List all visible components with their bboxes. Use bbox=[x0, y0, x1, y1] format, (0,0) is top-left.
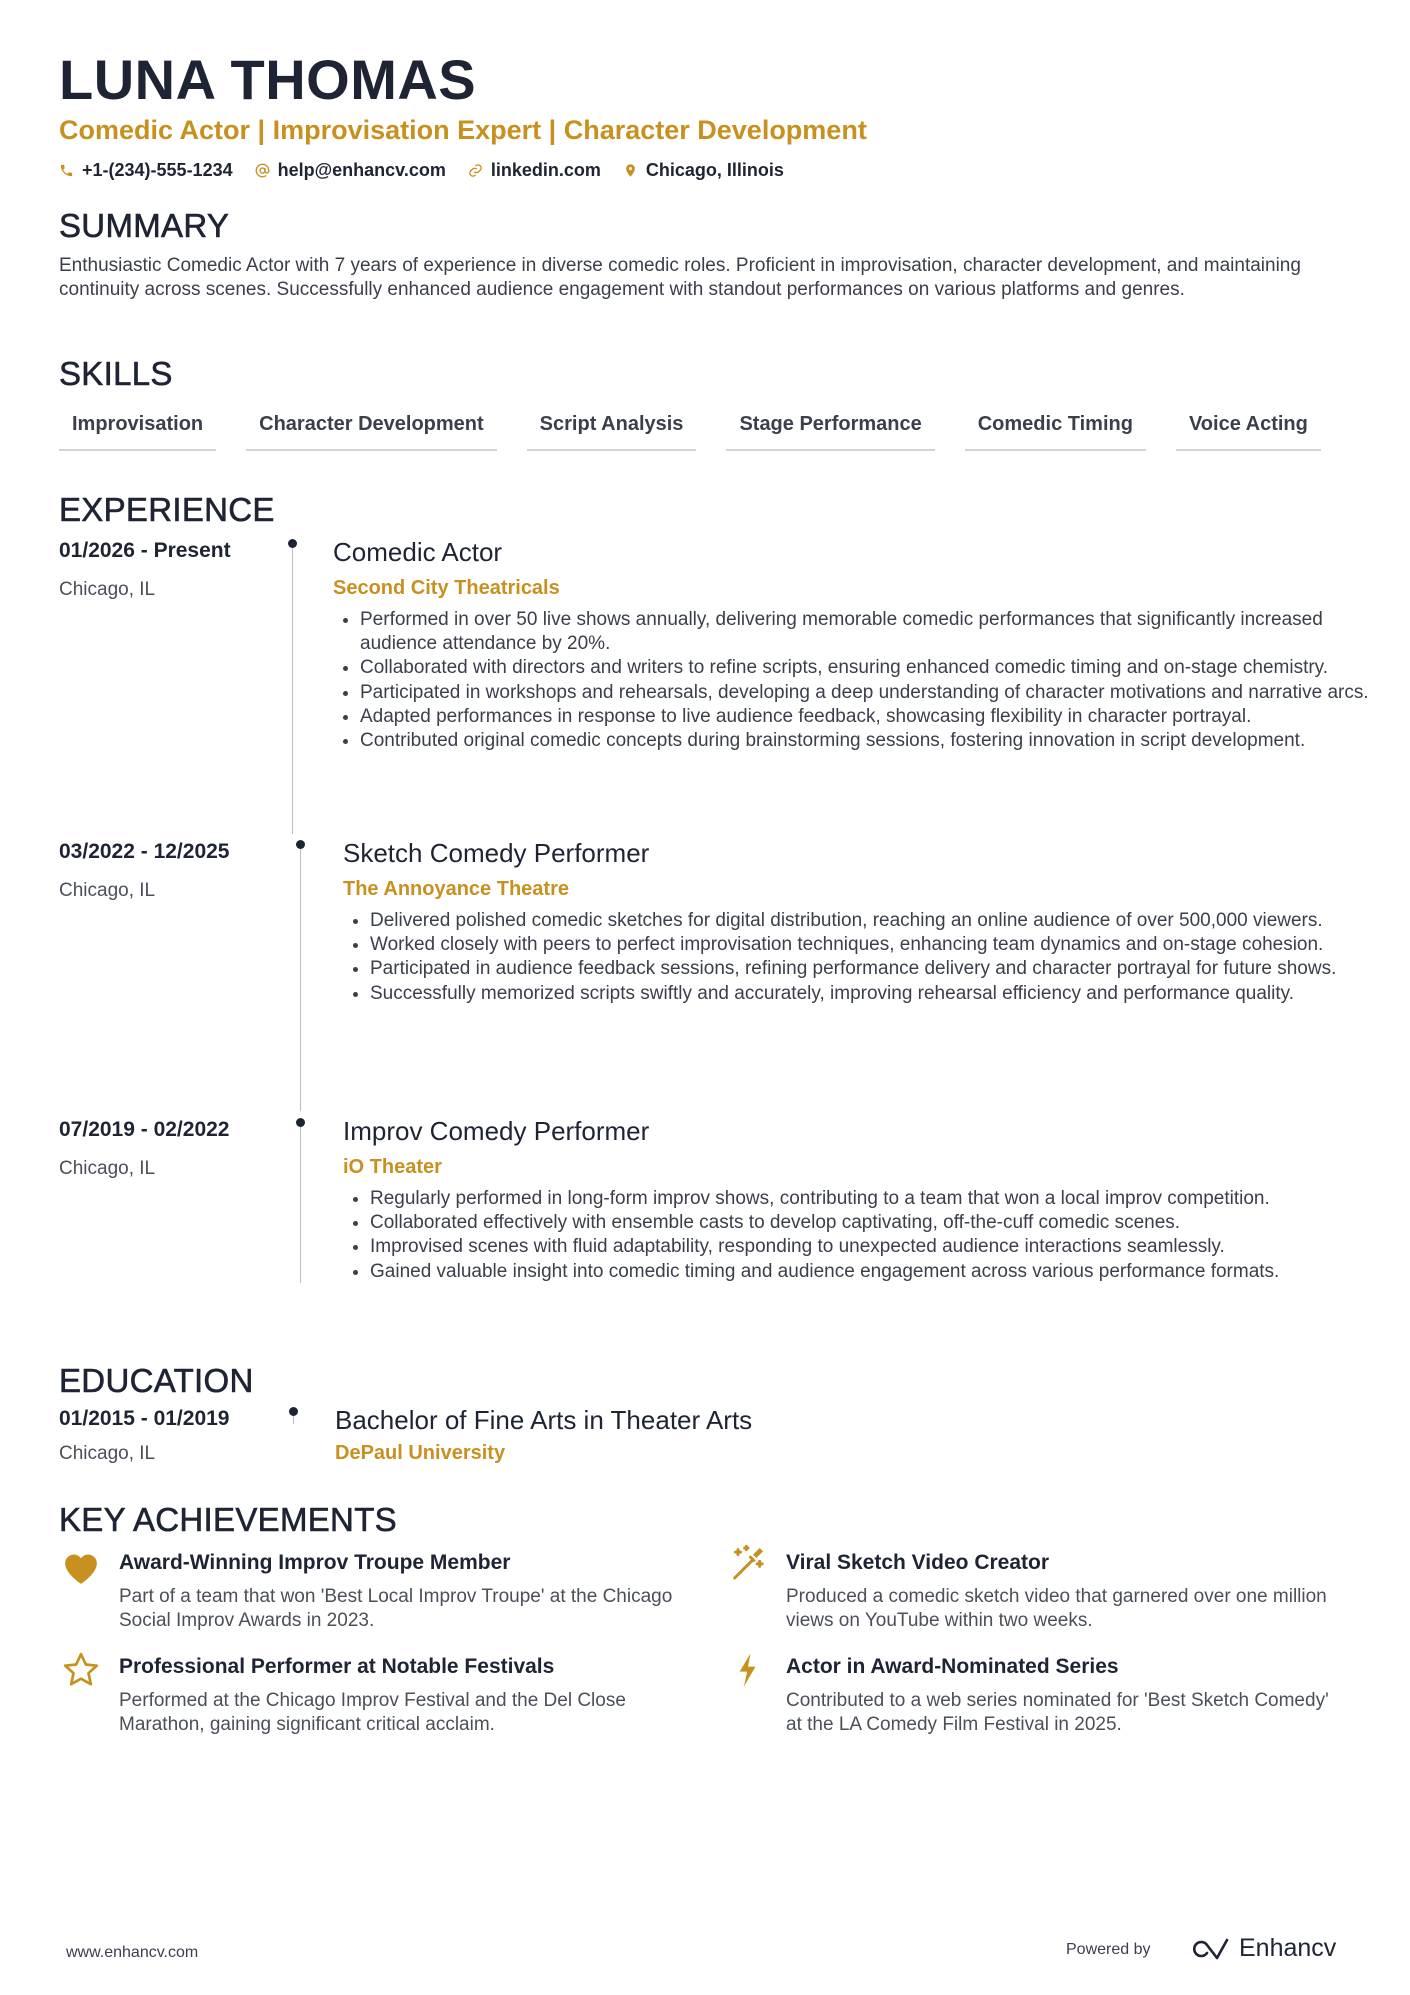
job-bullet: • Improvised scenes with fluid adaptability, responding to unexpected audience interactions seamlessly. bbox=[370, 1235, 1380, 1259]
education-dates: 01/2015 - 01/2019 bbox=[59, 1407, 230, 1430]
job-role: Improv Comedy Performer bbox=[343, 1116, 650, 1146]
achievement-title: Professional Performer at Notable Festivals bbox=[119, 1655, 555, 1678]
contact-email-text: help@enhancv.com bbox=[277, 160, 446, 180]
job-bullet: • Collaborated effectively with ensemble casts to develop captivating, off-the-cuff comedic scenes. bbox=[370, 1211, 1380, 1235]
job-bullet: • Participated in workshops and rehearsals, developing a deep understanding of character motivations and narrative arcs. bbox=[360, 681, 1380, 705]
skill-tag: Comedic Timing bbox=[965, 410, 1146, 451]
achievement-description: Produced a comedic sketch video that garnered over one million views on YouTube within two weeks. bbox=[786, 1586, 1327, 1631]
job-bullet: • Participated in audience feedback sessions, refining performance delivery and character portrayal for future shows. bbox=[370, 957, 1380, 981]
job-bullet: • Delivered polished comedic sketches for digital distribution, reaching an online audience of over 500,000 viewers. bbox=[370, 909, 1380, 933]
job-role: Sketch Comedy Performer bbox=[343, 838, 650, 868]
contact-email[interactable] bbox=[255, 160, 446, 181]
job-bullets bbox=[348, 1187, 1380, 1284]
job-dates: 01/2026 - Present bbox=[59, 539, 231, 562]
footer-powered-by: Powered by bbox=[1066, 1941, 1151, 1958]
job-location: Chicago, IL bbox=[59, 1158, 156, 1179]
job-bullet: • Collaborated with directors and writers to refine scripts, ensuring enhanced comedic timing and on-stage chemistry. bbox=[360, 656, 1380, 680]
education-degree: Bachelor of Fine Arts in Theater Arts bbox=[335, 1405, 753, 1435]
achievement-title: Actor in Award-Nominated Series bbox=[786, 1655, 1119, 1678]
job-bullets bbox=[348, 909, 1380, 1006]
skill-tag: Script Analysis bbox=[527, 410, 697, 451]
contact-phone-text: +1-(234)-555-1234 bbox=[82, 160, 233, 180]
timeline-dot bbox=[288, 539, 297, 548]
job-dates: 07/2019 - 02/2022 bbox=[59, 1118, 230, 1141]
footer-url[interactable]: www.enhancv.com bbox=[66, 1944, 199, 1961]
job-company: The Annoyance Theatre bbox=[343, 878, 569, 900]
job-company: Second City Theatricals bbox=[333, 577, 560, 599]
contact-phone[interactable] bbox=[59, 160, 233, 181]
skill-tag: Stage Performance bbox=[726, 410, 934, 451]
job-bullet: • Successfully memorized scripts swiftly and accurately, improving rehearsal efficiency and performance quality. bbox=[370, 982, 1380, 1006]
education-section-title: EDUCATION bbox=[59, 1362, 254, 1399]
skill-tag: Improvisation bbox=[59, 410, 216, 451]
candidate-headline: Comedic Actor | Improvisation Expert | Character Development bbox=[59, 115, 867, 145]
timeline-dot bbox=[296, 1118, 305, 1127]
timeline-line bbox=[300, 849, 301, 1111]
timeline-line bbox=[292, 548, 293, 834]
contact-linkedin[interactable] bbox=[468, 160, 601, 181]
job-company: iO Theater bbox=[343, 1156, 442, 1178]
candidate-name: LUNA THOMAS bbox=[59, 48, 477, 111]
job-bullet: • Contributed original comedic concepts during brainstorming sessions, fostering innovation in script development. bbox=[360, 729, 1380, 753]
location-pin-icon bbox=[623, 163, 638, 178]
job-bullets bbox=[338, 608, 1380, 753]
skill-tag: Character Development bbox=[246, 410, 497, 451]
timeline-dot bbox=[289, 1407, 298, 1416]
achievement-description: Part of a team that won 'Best Local Improv Troupe' at the Chicago Social Improv Awards in 2023. bbox=[119, 1586, 673, 1631]
contact-bar bbox=[59, 160, 806, 181]
footer-brand-logo[interactable] bbox=[1187, 1934, 1336, 1963]
achievement-title: Award-Winning Improv Troupe Member bbox=[119, 1551, 511, 1574]
education-location: Chicago, IL bbox=[59, 1443, 156, 1464]
experience-section-title: EXPERIENCE bbox=[59, 491, 275, 528]
job-bullet: • Gained valuable insight into comedic timing and audience engagement across various performance formats. bbox=[370, 1260, 1380, 1284]
heart-icon bbox=[61, 1548, 101, 1588]
job-bullet: • Adapted performances in response to live audience feedback, showcasing flexibility in character portrayal. bbox=[360, 705, 1380, 729]
skill-tag: Voice Acting bbox=[1176, 410, 1321, 451]
timeline-dot bbox=[296, 840, 305, 849]
link-icon bbox=[468, 163, 483, 178]
summary-text: Enthusiastic Comedic Actor with 7 years of experience in diverse comedic roles. Proficient in improvisation, character development, and maintaining continuity across scenes. Successfully enhanced audience engagement with standout performances on various platforms and genres. bbox=[59, 255, 1301, 300]
footer-brand-name: Enhancv bbox=[1239, 1934, 1337, 1962]
job-location: Chicago, IL bbox=[59, 579, 156, 600]
achievement-description: Contributed to a web series nominated for 'Best Sketch Comedy' at the LA Comedy Film Festival in 2025. bbox=[786, 1690, 1329, 1735]
timeline-line bbox=[293, 1416, 294, 1424]
job-bullet: • Performed in over 50 live shows annually, delivering memorable comedic performances that significantly increased audience attendance by 20%. bbox=[360, 608, 1380, 656]
magic-wand-icon bbox=[728, 1543, 768, 1583]
education-school: DePaul University bbox=[335, 1442, 506, 1464]
job-role: Comedic Actor bbox=[333, 537, 503, 567]
contact-linkedin-text: linkedin.com bbox=[490, 160, 601, 180]
job-bullet: • Regularly performed in long-form improv shows, contributing to a team that won a local improv competition. bbox=[370, 1187, 1380, 1211]
job-bullet: • Worked closely with peers to perfect improvisation techniques, enhancing team dynamics and on-stage cohesion. bbox=[370, 933, 1380, 957]
job-location: Chicago, IL bbox=[59, 880, 156, 901]
enhancv-logo-icon bbox=[1187, 1936, 1233, 1962]
job-dates: 03/2022 - 12/2025 bbox=[59, 840, 230, 863]
contact-location-text: Chicago, Illinois bbox=[645, 160, 784, 180]
achievement-description: Performed at the Chicago Improv Festival and the Del Close Marathon, gaining significant critical acclaim. bbox=[119, 1690, 626, 1735]
star-icon bbox=[61, 1650, 101, 1690]
achievements-section-title: KEY ACHIEVEMENTS bbox=[59, 1501, 397, 1538]
summary-section-title: SUMMARY bbox=[59, 207, 230, 244]
skills-list bbox=[59, 410, 1321, 451]
lightning-icon bbox=[728, 1650, 768, 1690]
skills-section-title: SKILLS bbox=[59, 355, 173, 392]
achievement-title: Viral Sketch Video Creator bbox=[786, 1551, 1050, 1574]
at-icon bbox=[255, 163, 270, 178]
phone-icon bbox=[59, 163, 74, 178]
contact-location bbox=[623, 160, 784, 181]
timeline-line bbox=[300, 1127, 301, 1283]
